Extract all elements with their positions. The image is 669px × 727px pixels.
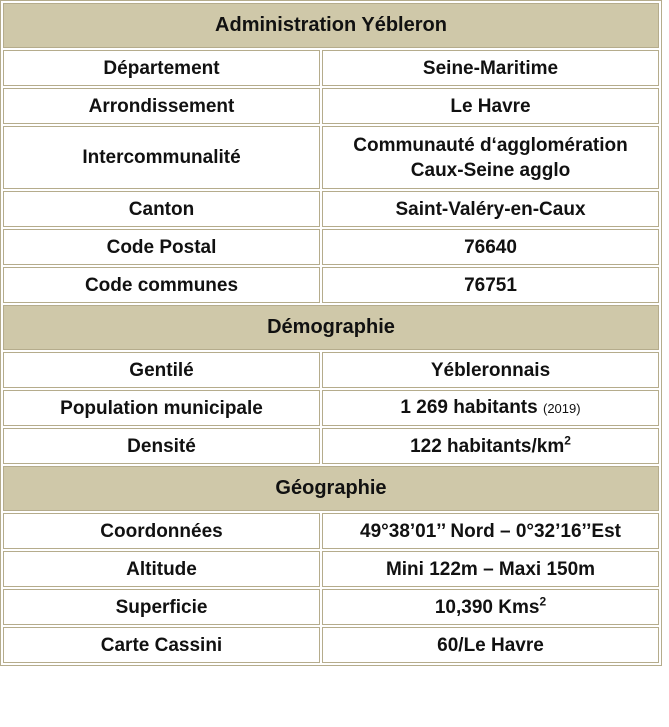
row-value: Mini 122m – Maxi 150m bbox=[322, 551, 659, 587]
table-row bbox=[3, 589, 659, 625]
row-label: Intercommunalité bbox=[3, 126, 320, 189]
section-title: Géographie bbox=[3, 466, 659, 511]
row-label: Population municipale bbox=[3, 390, 320, 426]
section-header-administration bbox=[3, 3, 659, 48]
row-value bbox=[322, 126, 659, 189]
row-value: 49°38’01’’ Nord – 0°32’16’’Est bbox=[322, 513, 659, 549]
superscript: 2 bbox=[539, 594, 547, 609]
table-row bbox=[3, 191, 659, 227]
row-value: 60/Le Havre bbox=[322, 627, 659, 663]
row-value bbox=[322, 390, 659, 426]
table-row bbox=[3, 229, 659, 265]
row-label: Altitude bbox=[3, 551, 320, 587]
row-label: Arrondissement bbox=[3, 88, 320, 124]
row-value-text: 1 269 habitants bbox=[400, 397, 538, 418]
row-value: 76640 bbox=[322, 229, 659, 265]
table-row bbox=[3, 627, 659, 663]
section-title: Administration Yébleron bbox=[3, 3, 659, 48]
row-value-line: Caux-Seine agglo bbox=[410, 159, 571, 181]
row-label: Gentilé bbox=[3, 352, 320, 388]
table-row bbox=[3, 88, 659, 124]
row-value: Seine-Maritime bbox=[322, 50, 659, 86]
row-value: Saint-Valéry-en-Caux bbox=[322, 191, 659, 227]
row-label: Code communes bbox=[3, 267, 320, 303]
table-row bbox=[3, 513, 659, 549]
table-row bbox=[3, 352, 659, 388]
superscript: 2 bbox=[564, 433, 571, 448]
table-row bbox=[3, 390, 659, 426]
table-row bbox=[3, 267, 659, 303]
section-header-geographie bbox=[3, 466, 659, 511]
row-value-note: (2019) bbox=[542, 401, 581, 416]
section-header-demographie bbox=[3, 305, 659, 350]
row-value: 76751 bbox=[322, 267, 659, 303]
table-row bbox=[3, 126, 659, 189]
row-value-text: 10,390 Kms bbox=[434, 596, 540, 618]
table-row bbox=[3, 50, 659, 86]
row-label: Coordonnées bbox=[3, 513, 320, 549]
row-label: Carte Cassini bbox=[3, 627, 320, 663]
row-label: Superficie bbox=[3, 589, 320, 625]
row-value-line: Communauté d‘agglomération bbox=[353, 134, 628, 156]
row-label: Département bbox=[3, 50, 320, 86]
row-value bbox=[322, 589, 659, 625]
row-label: Canton bbox=[3, 191, 320, 227]
row-value-text: 122 habitants/km bbox=[410, 435, 565, 457]
row-label: Densité bbox=[3, 428, 320, 464]
table-row bbox=[3, 551, 659, 587]
row-value bbox=[322, 428, 659, 464]
row-value: Yébleronnais bbox=[322, 352, 659, 388]
section-title: Démographie bbox=[3, 305, 659, 350]
table-row bbox=[3, 428, 659, 464]
row-value: Le Havre bbox=[322, 88, 659, 124]
row-label: Code Postal bbox=[3, 229, 320, 265]
